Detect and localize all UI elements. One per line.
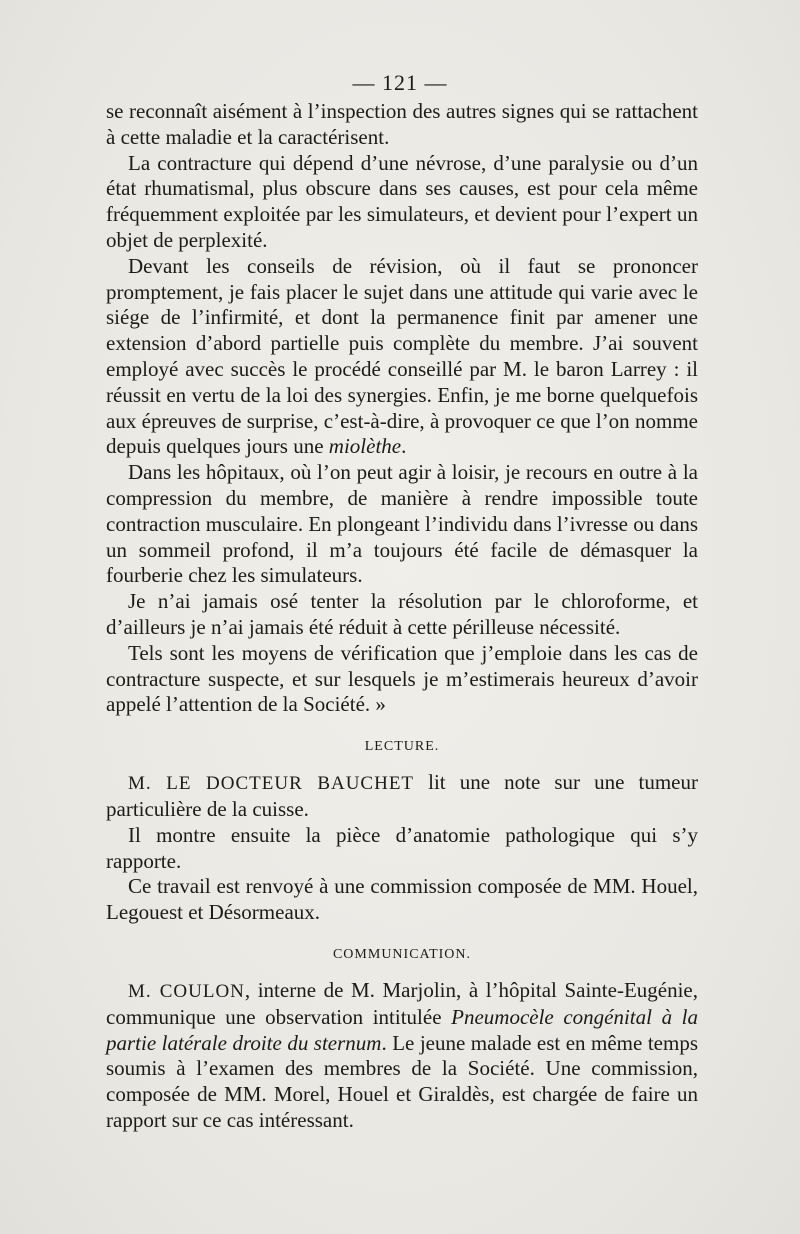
paragraph-chloroforme: Je n’ai jamais osé tenter la résolution par le chloroforme, et d’ailleurs je n’ai jamais été réduit à cette périlleuse nécessité.	[106, 589, 698, 639]
paragraph-lecture-piece: Il montre ensuite la pièce d’anatomie pathologique qui s’y rapporte.	[106, 822, 698, 873]
italic-term: miolèthe	[328, 434, 402, 459]
paragraph-contracture: La contracture qui dépend d’une névrose, d’une paralysie ou d’un état rhumatismal, plus obscure dans ses causes, est pour cela même fréquemment exploitée par les simulateurs, et devient pour l’expert un objet de perplexité.	[106, 150, 698, 252]
paragraph-text: Devant les conseils de révision, où il faut se prononcer promptement, je fais placer le sujet dans une attitude qui varie avec le siége de l’infirmité, et dont la permanence finit par amener une extension d’abord partielle puis complète du membre. J’ai souvent employé avec succès le procédé conseillé par M. le baron Larrey : il réussit en vertu de la loi des synergies. Enfin, je me borne quelquefois aux épreuves de surprise, c’est-à-dire, à provoquer ce que l’on nomme depuis quelques jours une	[106, 253, 698, 459]
paragraph-communication	[106, 978, 698, 1134]
speaker-name: M. COULON	[128, 980, 245, 1002]
paragraph-lecture-intro	[106, 770, 698, 823]
paragraph-conseils-revision	[106, 254, 698, 460]
paragraph-hopitaux: Dans les hôpitaux, où l’on peut agir à loisir, je recours en outre à la compression du membre, de manière à rendre impossible toute contraction musculaire. En plongeant l’individu dans l’ivresse ou dans un sommeil profond, il m’a toujours été facile de démasquer la fourberie chez les simulateurs.	[106, 460, 698, 588]
paragraph-lecture-commission: Ce travail est renvoyé à une commission composée de MM. Houel, Legouest et Désormeaux.	[106, 874, 698, 925]
paragraph-text: , interne de M. Marjolin, à l’hôpital Sainte-Eugénie, communique une observation intitulée	[106, 977, 698, 1029]
page-number: — 121 —	[352, 70, 448, 95]
paragraph-conclusion: Tels sont les moyens de vérification que j’emploie dans les cas de contracture suspecte, et sur lesquels je m’estimerais heureux d’avoir appelé l’attention de la Société. »	[106, 640, 698, 717]
section-heading-lecture: LECTURE.	[364, 739, 440, 755]
page-body	[106, 99, 698, 1134]
paragraph-text: . Le jeune malade est en même temps soumis à l’examen des membres de la Société. Une commission, composée de MM. Morel, Houel et Giraldès, est chargée de faire un rapport sur ce cas intéressant.	[106, 1030, 698, 1132]
italic-title: Pneumocèle congénital à la partie latérale droite du sternum	[106, 1004, 698, 1055]
paragraph-text: .	[401, 434, 407, 459]
paragraph-continuation: se reconnaît aisément à l’inspection des autres signes qui se rattachent à cette maladie et la caractérisent.	[106, 99, 698, 149]
section-heading-communication: COMMUNICATION.	[332, 946, 472, 962]
paragraph-text: lit une note sur une tumeur particulière de la cuisse.	[106, 770, 698, 821]
speaker-name: M. LE DOCTEUR BAUCHET	[128, 773, 415, 795]
